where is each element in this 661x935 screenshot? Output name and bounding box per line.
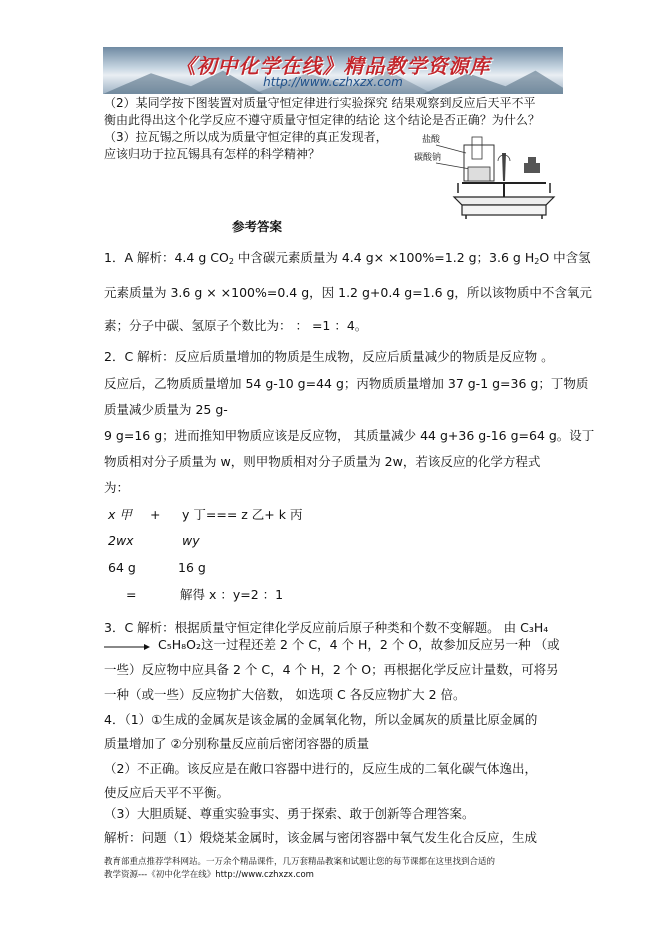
- subscript: 2: [228, 257, 234, 266]
- answer-4-line-3: （2）不正确。该反应是在敞口容器中进行的，反应生成的二氧化碳气体逸出，: [104, 761, 537, 776]
- equation-mass-ratio-1: 2wx: [108, 533, 134, 548]
- question-2-line-1: （2）某同学按下图装置对质量守恒定律进行实验探究 结果观察到反应后天平不平: [104, 96, 536, 110]
- footer-url[interactable]: http://www.czhxzx.com: [215, 870, 314, 880]
- answer-3-line-4: 一种（或一些）反应物扩大倍数， 如选项 C 各反应物扩大 2 倍。: [104, 687, 466, 702]
- answer-2-line-1: 2．C 解析：反应后质量增加的物质是生成物，反应后质量减少的物质是反应物 。: [104, 349, 554, 364]
- reaction-arrow: [104, 640, 150, 650]
- answer-1-text-c: O 中含氢: [539, 250, 591, 265]
- answer-2-line-2: 反应后，乙物质质量增加 54 g-10 g=44 g；丙物质质量增加 37 g-1 g=36 g；丁物质: [104, 376, 589, 391]
- footer-line-2: [104, 869, 314, 881]
- figure-label-carbonate: 碳酸钠: [414, 153, 442, 163]
- banner-title: 《初中化学在线》精品教学资源库: [175, 54, 491, 78]
- answer-3-line-1: 3．C 解析：根据质量守恒定律化学反应前后原子种类和个数不变解题。 由 C₃H₄: [104, 620, 549, 635]
- answer-2-line-4: 9 g=16 g；进而推知甲物质应该是反应物， 其质量减少 44 g+36 g-16 g=64 g。设丁: [104, 428, 595, 443]
- site-banner: [103, 47, 563, 94]
- answer-4-line-5: （3）大胆质疑、尊重实验事实、勇于探索、敢于创新等合理答案。: [104, 806, 475, 821]
- answer-4-line-6: 解析：问题（1）煅烧某金属时，该金属与密闭容器中氧气发生化合反应，生成: [104, 830, 537, 845]
- banner-url[interactable]: http://www.czhxzx.com: [263, 75, 403, 89]
- footer-site-name: 教学资源---《初中化学在线》: [104, 870, 216, 880]
- answer-1-line-3: 素；分子中碳、氢原子个数比为： ： =1 ：4。: [104, 318, 368, 333]
- answer-3-line-2: C₅H₈O₂这一过程还差 2 个 C，4 个 H，2 个 O，故参加反应另一种 （或: [158, 637, 560, 652]
- answer-1-line-1: [104, 250, 591, 270]
- footer-line-1: 教育部重点推荐学科网站。一万余个精品课件，几万套精品教案和试题让您的每节课都在这里找到合适的: [104, 857, 496, 867]
- answer-3-line-3: 一些）反应物中应具备 2 个 C，4 个 H，2 个 O；再根据化学反应计量数，可将另: [104, 662, 559, 677]
- answer-4-line-2: 质量增加了 ②分别称量反应前后密闭容器的质量: [104, 736, 370, 751]
- answer-4-line-4: 使反应后天平不平衡。: [104, 785, 230, 800]
- balance-apparatus-figure: [414, 133, 562, 221]
- question-3-line-1: （3）拉瓦锡之所以成为质量守恒定律的真正发现者，: [104, 130, 388, 144]
- arrow-icon: [104, 642, 150, 652]
- equation-result: 解得 x ：y=2 ：1: [180, 587, 284, 602]
- answer-2-line-5: 物质相对分子质量为 w，则甲物质相对分子质量为 2w，若该反应的化学方程式: [104, 454, 541, 469]
- equation-reactant-x: x 甲: [108, 507, 132, 522]
- balance-drawing: [414, 133, 562, 221]
- equation-mass-2: 16 g: [178, 560, 206, 575]
- answer-2-line-3: 质量减少质量为 25 g-: [104, 402, 228, 417]
- equation-equals: =: [126, 587, 137, 602]
- question-2-line-2: 衡由此得出这个化学反应不遵守质量守恒定律的结论 这个结论是否正确？为什么？: [104, 113, 540, 127]
- answer-1-text-a: 1．A 解析：4.4 g CO: [104, 250, 229, 265]
- question-3-line-2: 应该归功于拉瓦锡具有怎样的科学精神？: [104, 147, 321, 161]
- equation-plus: +: [150, 507, 161, 522]
- answer-4-line-1: 4．（1）①生成的金属灰是该金属的金属氧化物，所以金属灰的质量比原金属的: [104, 712, 538, 727]
- equation-mass-1: 64 g: [108, 560, 136, 575]
- answer-1-line-2: 元素质量为 3.6 g × ×100%=0.4 g，因 1.2 g+0.4 g=1.6 g，所以该物质中不含氧元: [104, 285, 592, 300]
- subscript: 2: [534, 257, 540, 266]
- answer-2-line-6: 为：: [104, 480, 130, 495]
- answer-1-text-b: 中含碳元素质量为 4.4 g× ×100%=1.2 g；3.6 g H: [233, 250, 535, 265]
- equation-rest: y 丁=== z 乙+ k 丙: [182, 507, 303, 522]
- answers-heading: 参考答案: [232, 219, 283, 234]
- equation-mass-ratio-2: wy: [182, 533, 200, 548]
- figure-label-acid: 盐酸: [422, 135, 441, 145]
